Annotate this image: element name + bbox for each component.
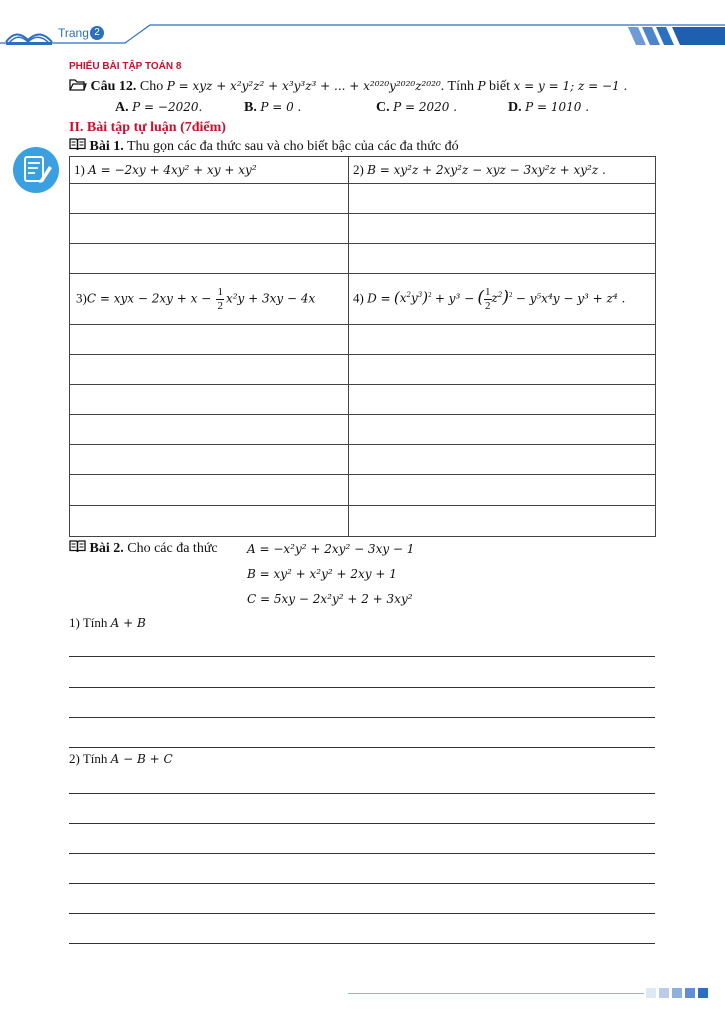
polynomial-b-def: B = xy² + x²y² + 2xy + 1: [247, 567, 397, 581]
task-expression: A + B: [110, 616, 146, 630]
exercise-2-heading: [69, 540, 218, 557]
page-number-badge: 2: [90, 26, 104, 40]
paren-open: (: [477, 286, 485, 307]
option-letter: C.: [376, 100, 390, 115]
answer-cell[interactable]: [349, 506, 656, 537]
power-group: (: [393, 287, 400, 306]
answer-cell[interactable]: [70, 184, 349, 214]
table-row: [70, 244, 656, 274]
fraction-denominator: 2: [217, 299, 223, 312]
table-row: [70, 355, 656, 385]
polynomial-b: B = xy²z + 2xy²z − xyz − 3xy²z + xy²z .: [367, 163, 606, 177]
answer-line[interactable]: [69, 913, 655, 914]
note-pencil-icon: [12, 146, 60, 194]
exercise-1-table: [69, 156, 656, 537]
option-letter: B.: [244, 100, 257, 115]
paren-close: ): [502, 286, 509, 307]
item-number: 1): [74, 162, 85, 177]
page-label: Trang: [58, 26, 89, 40]
table-row: [70, 274, 656, 325]
z-squared: $z^2$: [491, 290, 503, 305]
fraction-half: [216, 286, 224, 313]
exercise-text: Thu gọn các đa thức sau và cho biết bậc của các đa thức đó: [126, 139, 459, 154]
answer-cell[interactable]: [70, 506, 349, 537]
table-row: [70, 184, 656, 214]
polynomial-c-part1: C = xyx − 2xy + x −: [86, 290, 212, 305]
exercise-label: Bài 1.: [89, 139, 124, 154]
table-row: [70, 157, 656, 184]
power-close: ): [422, 287, 429, 306]
answer-line[interactable]: [69, 656, 655, 657]
question-biet: biết: [489, 79, 511, 94]
question-condition: x = y = 1; z = −1 .: [513, 79, 628, 93]
answer-line[interactable]: [69, 747, 655, 748]
answer-cell[interactable]: [349, 244, 656, 274]
polynomial-c-def: C = 5xy − 2x²y² + 2 + 3xy²: [247, 592, 413, 606]
question-expression: P = xyz + x²y²z² + x³y³z³ + ... + x²⁰²⁰y²⁰²⁰z²⁰²⁰: [166, 79, 441, 93]
answer-line[interactable]: [69, 687, 655, 688]
answer-line[interactable]: [69, 853, 655, 854]
task-expression: A − B + C: [110, 752, 173, 766]
polynomial-a: A = −2xy + 4xy² + xy + xy²: [88, 163, 257, 177]
table-row: [70, 506, 656, 537]
answer-cell[interactable]: [349, 184, 656, 214]
fraction-numerator: 1: [217, 285, 223, 298]
answer-line[interactable]: [69, 883, 655, 884]
answer-cell[interactable]: [70, 355, 349, 385]
polynomial-a-def: A = −x²y² + 2xy² − 3xy − 1: [247, 542, 415, 556]
option-value: P = 0 .: [260, 100, 302, 114]
table-row: [70, 475, 656, 506]
cell-polynomial-d: 4) $D = (x^2y^3)^2 + y^3$ − ( $\frac{1}{2}$ $z^2)^2 - y^5x^4y - y^3 + z^4$ .: [349, 274, 656, 325]
task-label: 2) Tính: [69, 751, 108, 766]
answer-cell[interactable]: [349, 445, 656, 475]
answer-cell[interactable]: [349, 214, 656, 244]
table-row: [70, 445, 656, 475]
book-icon: [69, 540, 86, 553]
item-number: 4): [353, 289, 364, 305]
fraction-half: [484, 286, 492, 313]
option-value: P = 2020 .: [393, 100, 458, 114]
option-value: P = −2020.: [132, 100, 203, 114]
question-label: Câu 12.: [90, 79, 137, 94]
exercise-label: Bài 2.: [89, 541, 124, 556]
footer-squares-decoration: [646, 986, 716, 1000]
table-row: [70, 325, 656, 355]
task-1: [69, 615, 146, 631]
answer-cell[interactable]: [70, 214, 349, 244]
answer-cell[interactable]: [70, 325, 349, 355]
item-number: 3): [76, 289, 87, 305]
option-letter: D.: [508, 100, 522, 115]
polynomial-c-part2: x²y + 3xy − 4x: [225, 290, 316, 305]
exercise-text: Cho các đa thức: [127, 541, 218, 556]
table-row: [70, 385, 656, 415]
answer-cell[interactable]: [349, 325, 656, 355]
polynomial-d-part2: + y³ −: [434, 290, 475, 305]
item-number: 2): [353, 162, 364, 177]
header-rule: [0, 16, 725, 46]
question-tinh: . Tính: [440, 79, 474, 94]
table-row: [70, 415, 656, 445]
task-label: 1) Tính: [69, 615, 108, 630]
book-logo-icon: [4, 22, 54, 46]
answer-cell[interactable]: [70, 445, 349, 475]
book-icon: [69, 138, 86, 151]
answer-cell[interactable]: [349, 415, 656, 445]
footer-rule: [348, 993, 644, 994]
section-title: II. Bài tập tự luận (7điểm): [69, 120, 226, 135]
option-a: [115, 100, 202, 116]
cell-polynomial-b: [349, 157, 656, 184]
sheet-title: PHIẾU BÀI TẬP TOÁN 8: [69, 61, 182, 72]
answer-line[interactable]: [69, 943, 655, 944]
folder-icon: [69, 78, 87, 91]
question-12: [69, 78, 627, 95]
question-cho: Cho: [139, 79, 164, 94]
answer-cell[interactable]: [349, 475, 656, 506]
answer-line[interactable]: [69, 717, 655, 718]
option-b: [244, 100, 301, 116]
option-letter: A.: [115, 100, 129, 115]
answer-cell[interactable]: [70, 475, 349, 506]
fraction-numerator: 1: [485, 285, 491, 298]
question-p: P: [477, 79, 486, 93]
polynomial-d-part1: D =: [367, 290, 391, 305]
answer-cell[interactable]: [70, 415, 349, 445]
option-value: P = 1010 .: [525, 100, 590, 114]
answer-cell[interactable]: [70, 385, 349, 415]
task-2: [69, 751, 173, 767]
polynomial-d-part3: − y⁵x⁴y − y³ + z⁴ .: [515, 290, 626, 305]
answer-line[interactable]: [69, 793, 655, 794]
table-row: [70, 214, 656, 244]
exercise-1-heading: [69, 138, 459, 155]
power-base: $x^2y^3$: [399, 290, 423, 305]
fraction-denominator: 2: [485, 299, 491, 312]
option-c: [376, 100, 457, 116]
answer-cell[interactable]: [349, 385, 656, 415]
option-d: [508, 100, 589, 116]
cell-polynomial-a: [70, 157, 349, 184]
header-stripes-decoration: [628, 27, 725, 45]
cell-polynomial-c: [70, 274, 349, 325]
answer-cell[interactable]: [70, 244, 349, 274]
answer-cell[interactable]: [349, 355, 656, 385]
answer-line[interactable]: [69, 823, 655, 824]
